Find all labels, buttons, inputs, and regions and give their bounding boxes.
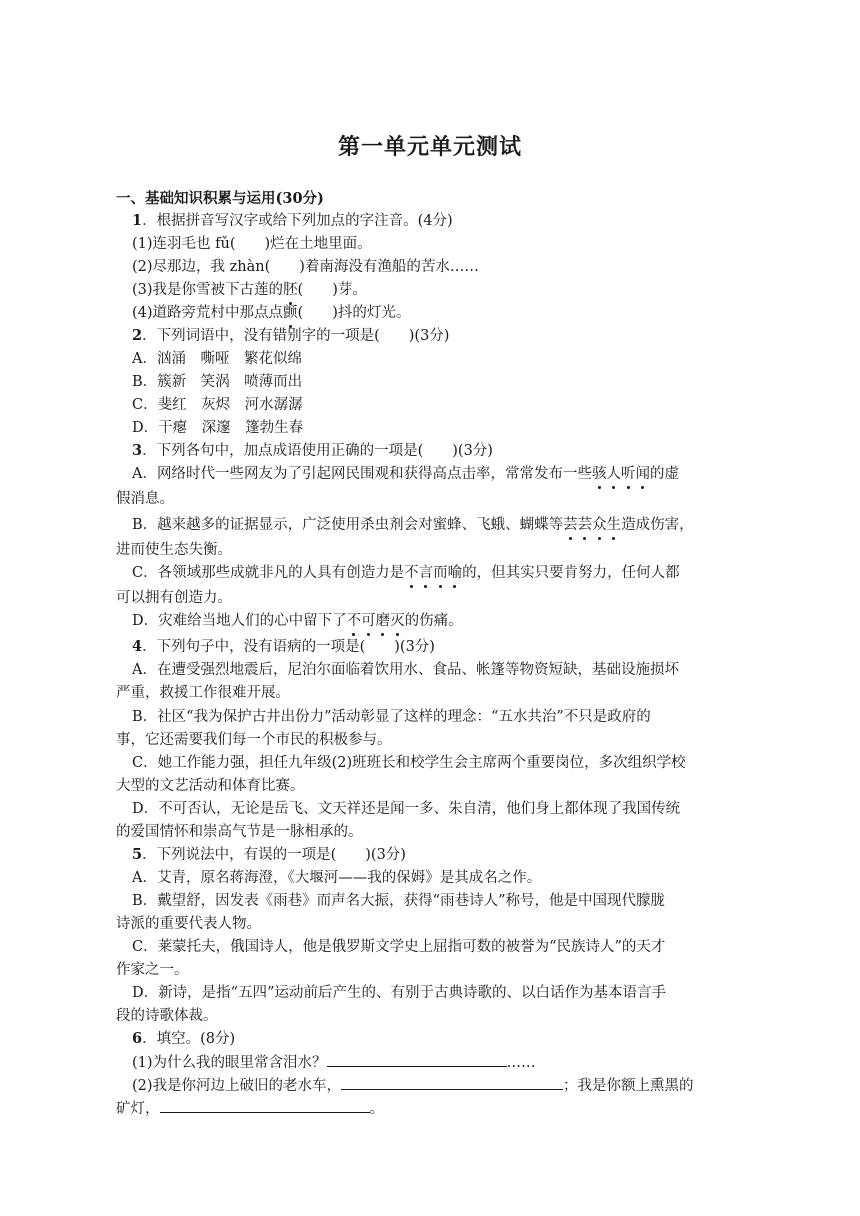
text-run: 的虚 [649,466,679,482]
question-5-option-b: B．戴望舒，因发表《雨巷》而声名大振，获得“雨巷诗人”称号，他是中国现代朦胧 [132,893,665,909]
question-3-option-c [132,563,758,583]
question-3-option-b-cont: 进而使生态失衡。 [116,542,232,558]
dotted-char: 不 [404,565,419,581]
question-4-stem [132,637,758,657]
question-1-item-3 [132,280,758,300]
question-1-stem [132,211,758,231]
question-1-item-4 [132,303,758,323]
question-2-option-c: C．斐红 灰烬 河水潺潺 [132,397,303,413]
question-number: 2 [132,327,143,344]
question-2-option-d: D．干瘪 深邃 篷勃生春 [132,420,304,436]
text-run: ．填空。(8分) [142,1031,236,1047]
text-run: C．各领域那些成就非凡的人具有创造力是 [132,565,405,581]
page-title: 第一单元单元测试 [337,134,522,160]
dotted-char: 骇 [591,466,607,482]
question-number: 1 [132,212,143,229]
text-run: D．灾难给当地人们的心中留下了 [132,613,347,629]
dotted-char: 听 [620,466,636,482]
question-5-option-b-cont: 诗派的重要代表人物。 [116,916,261,932]
text-run: 的伤痛。 [404,613,463,629]
dotted-char: 灭 [390,613,405,629]
question-4-option-b-cont: 事，它还需要我们每一个市民的积极参与。 [116,732,392,748]
text-run: (1)为什么我的眼里常含泪水？ [132,1055,327,1071]
text-run: ．下列句子中，没有语病的一项是( )(3分) [142,639,435,655]
question-1-item-1: (1)连羽毛也 fǔ( )烂在土地里面。 [132,236,372,252]
dotted-char: 言 [418,565,434,581]
dotted-char: 而 [433,565,448,581]
text-run: ( )抖的灯光。 [297,305,411,321]
text-run: …… [506,1055,536,1071]
text-run: (3)我是你雪被下古莲的 [132,282,284,298]
fill-blank[interactable] [341,1075,563,1090]
dotted-char: 芸 [577,517,593,533]
question-3-option-b [132,515,758,535]
text-run: 。 [369,1101,384,1117]
text-run: ．下列词语中，没有错别字的一项是( )(3分) [142,328,450,344]
question-3-option-a [132,464,758,484]
dotted-char: 芸 [563,517,578,533]
question-4-option-d: D．不可否认，无论是岳飞、文天祥还是闻一多、朱自清，他们身上都体现了我国传统 [132,801,681,817]
question-5-option-c-cont: 作家之一。 [116,962,189,978]
text-run: 矿灯， [116,1101,160,1117]
question-5-option-a: A．艾青，原名蒋海澄，《大堰河——我的保姆》是其成名之作。 [132,870,542,886]
question-number: 3 [132,442,143,459]
question-4-option-a: A．在遭受强烈地震后，尼泊尔面临着饮用水、食品、帐篷等物资短缺，基础设施损坏 [132,662,679,678]
dotted-char: 人 [606,466,621,482]
dotted-char: 胚 [283,282,298,298]
text-run: ．下列各句中，加点成语使用正确的一项是( )(3分) [142,443,493,459]
question-3-option-d [132,611,758,631]
question-3-option-c-cont: 可以拥有创造力。 [116,590,232,606]
question-4-option-c: C．她工作能力强，担任九年级(2)班班长和校学生会主席两个重要岗位，多次组织学校 [132,755,686,771]
text-run: B．越来越多的证据显示，广泛使用杀虫剂会对蜜蜂、飞蛾、蝴蝶等 [132,517,564,533]
dotted-char: 可 [361,613,376,629]
text-run: 造成伤害， [621,517,694,533]
question-6-item-2-cont [116,1098,742,1119]
question-number: 4 [132,638,143,655]
question-6-item-1 [132,1052,758,1073]
section-heading: 一、基础知识积累与运用(30分) [116,190,324,207]
question-3-option-a-cont: 假消息。 [116,491,174,507]
question-5-option-c: C．莱蒙托夫，俄国诗人，他是俄罗斯文学史上屈指可数的被誉为“民族诗人”的天才 [132,939,666,955]
dotted-char: 喻 [447,565,463,581]
dotted-char: 磨 [375,613,391,629]
text-run: ；我是你额上熏黑的 [563,1078,694,1094]
question-5-stem [132,845,758,865]
text-run: (2)我是你河边上破旧的老水车， [132,1078,342,1094]
question-2-option-b: B．簇新 笑涡 喷薄而出 [132,374,303,390]
question-2-option-a: A．汹涌 嘶哑 繁花似绵 [132,351,302,367]
question-4-option-d-cont: 的爱国情怀和崇高气节是一脉相承的。 [116,824,363,840]
question-4-option-a-cont: 严重，救援工作很难开展。 [116,685,290,701]
question-4-option-b: B．社区“我为保护古井出份力”活动彰显了这样的理念：“五水共治”不只是政府的 [132,709,651,725]
dotted-char: 众 [592,517,607,533]
fill-blank[interactable] [160,1098,370,1113]
dotted-char: 不 [346,613,362,629]
dotted-char: 颤 [283,305,298,321]
question-4-option-c-cont: 大型的文艺活动和体育比赛。 [116,778,305,794]
text-run: (4)道路旁荒村中那点点 [132,305,284,321]
question-number: 5 [132,846,143,863]
question-5-option-d: D．新诗，是指“五四”运动前后产生的、有别于古典诗歌的、以白话作为基本语言手 [132,985,666,1001]
question-6-item-2 [132,1075,758,1096]
text-run: ．下列说法中，有误的一项是( )(3分) [142,847,406,863]
question-1-item-2: (2)尽那边，我 zhàn( )着南海没有渔船的苦水…… [132,259,479,275]
question-3-stem [132,441,758,461]
text-run: ．根据拼音写汉字或给下列加点的字注音。(4分) [142,213,453,229]
question-2-stem [132,326,758,346]
question-5-option-d-cont: 段的诗歌体裁。 [116,1008,218,1024]
text-run: A．网络时代一些网友为了引起网民围观和获得高点击率，常常发布一些 [132,466,592,482]
text-run: 的，但其实只要肯努力，任何人都 [462,565,680,581]
question-6-stem [132,1029,758,1049]
question-number: 6 [132,1030,143,1047]
dotted-char: 闻 [635,466,650,482]
text-run: ( )芽。 [297,282,367,298]
fill-blank[interactable] [327,1052,507,1067]
dotted-char: 生 [606,517,622,533]
